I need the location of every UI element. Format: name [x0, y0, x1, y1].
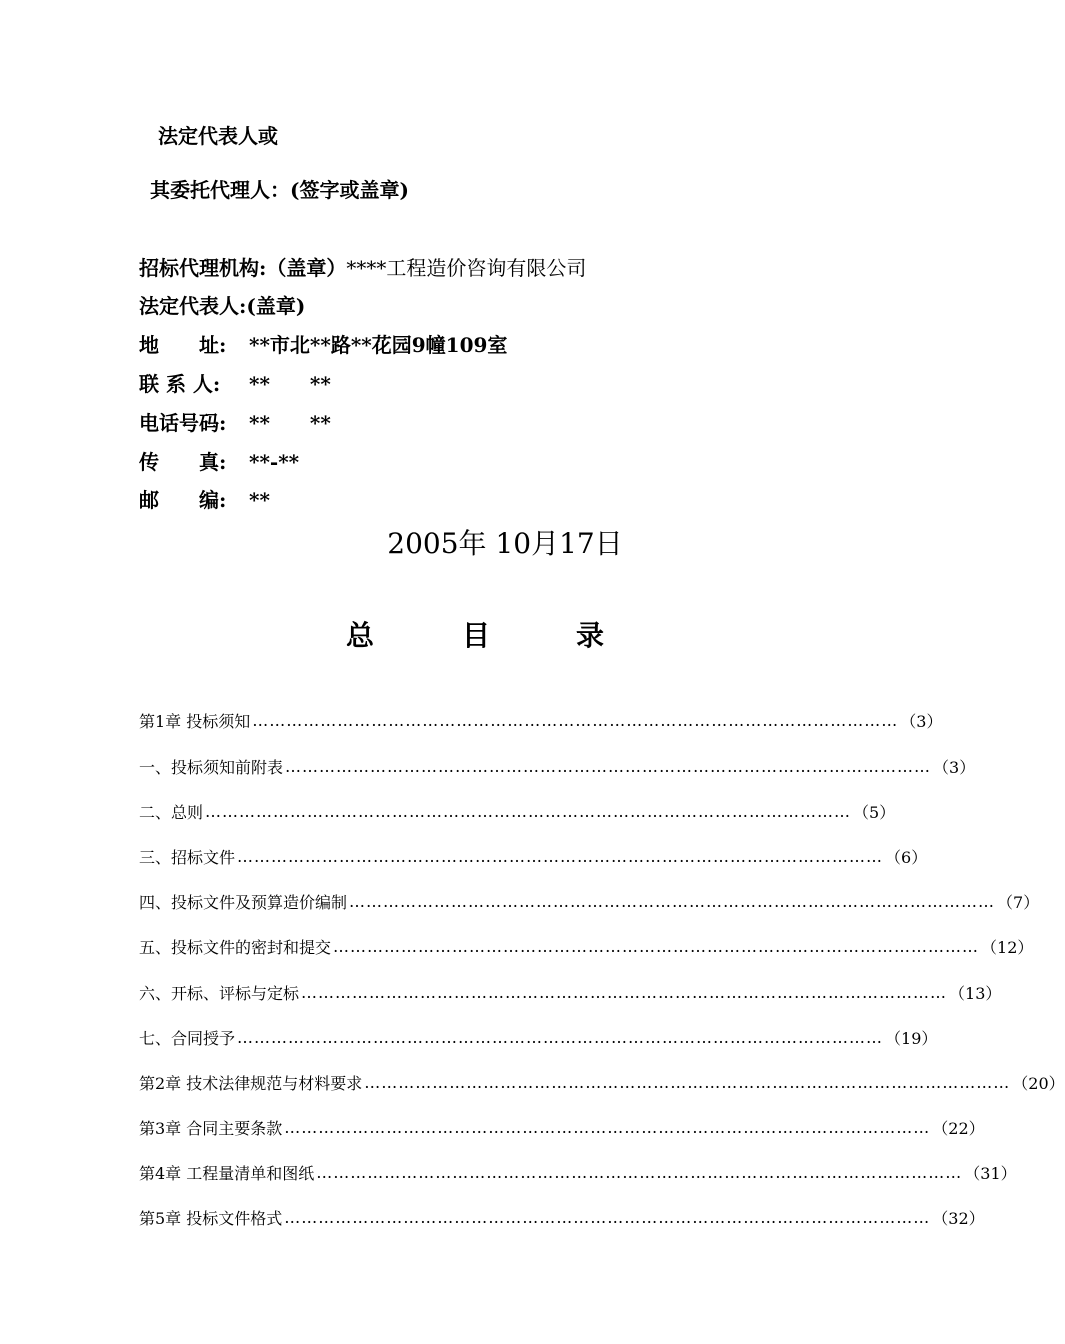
- toc-entry-page: （7）: [997, 892, 1040, 912]
- toc-leader: ……………………………………………………………………………………………………: [301, 982, 948, 1002]
- toc-entry[interactable]: [139, 934, 1034, 958]
- info-label: 法定代表人:: [139, 294, 247, 318]
- toc-entry[interactable]: [139, 889, 1040, 913]
- toc-entry-page: （22）: [932, 1118, 985, 1138]
- info-label: 电话号码:: [139, 411, 227, 435]
- toc-entry[interactable]: [139, 1070, 1065, 1094]
- toc-leader: ……………………………………………………………………………………………………: [237, 846, 884, 866]
- toc-entry[interactable]: [139, 1205, 985, 1229]
- toc-entry-title: 第5章 投标文件格式: [139, 1208, 283, 1228]
- agency-label: 招标代理机构:（盖章）: [139, 256, 347, 280]
- info-value: **: [249, 488, 270, 512]
- toc-leader: ……………………………………………………………………………………………………: [205, 801, 852, 821]
- info-value: ** **: [249, 411, 331, 435]
- toc-entry-page: （19）: [885, 1028, 938, 1048]
- toc-leader: ……………………………………………………………………………………………………: [284, 1117, 931, 1137]
- info-label: 联 系 人:: [139, 372, 221, 396]
- toc-leader: ……………………………………………………………………………………………………: [349, 891, 996, 911]
- toc-leader: ……………………………………………………………………………………………………: [285, 756, 932, 776]
- toc-entry-page: （5）: [853, 802, 896, 822]
- agency-value: ****工程造价咨询有限公司: [346, 256, 587, 280]
- toc-leader: ……………………………………………………………………………………………………: [333, 936, 980, 956]
- toc-entry-title: 六、开标、评标与定标: [139, 983, 300, 1003]
- toc-entry-page: （32）: [932, 1208, 985, 1228]
- info-row-postcode: [139, 484, 270, 513]
- info-value: **市北**路**花园9幢109室: [249, 333, 508, 357]
- info-row-contact: [139, 368, 331, 397]
- toc-entry-title: 一、投标须知前附表: [139, 757, 284, 777]
- toc-title-char-3: 录: [576, 619, 605, 652]
- toc-leader: ……………………………………………………………………………………………………: [237, 1027, 884, 1047]
- toc-entry-title: 七、合同授予: [139, 1028, 236, 1048]
- toc-entry-page: （31）: [964, 1163, 1017, 1183]
- info-row-phone: [139, 407, 331, 436]
- toc-entry-title: 四、投标文件及预算造价编制: [139, 892, 348, 912]
- toc-entry-title: 三、招标文件: [139, 847, 236, 867]
- toc-entry-title: 二、总则: [139, 802, 204, 822]
- toc-entry-page: （13）: [949, 983, 1002, 1003]
- toc-entry-page: （20）: [1012, 1073, 1065, 1093]
- toc-entry[interactable]: [139, 1160, 1017, 1184]
- info-row-address: [139, 329, 507, 358]
- toc-entry-page: （12）: [981, 937, 1034, 957]
- toc-title-char-2: 目: [462, 619, 491, 652]
- toc-entry[interactable]: [139, 754, 976, 778]
- toc-entry[interactable]: [139, 799, 896, 823]
- toc-entry-page: （3）: [900, 711, 943, 731]
- info-row-legal-rep: [139, 290, 305, 319]
- signature-line-2: 其委托代理人：(签字或盖章): [150, 178, 409, 202]
- toc-entry-page: （3）: [933, 757, 976, 777]
- toc-entry-title: 第4章 工程量清单和图纸: [139, 1163, 315, 1183]
- toc-leader: ……………………………………………………………………………………………………: [364, 1072, 1011, 1092]
- info-value: **-**: [249, 450, 300, 474]
- toc-entry-title: 第2章 技术法律规范与材料要求: [139, 1073, 363, 1093]
- toc-leader: ……………………………………………………………………………………………………: [284, 1207, 931, 1227]
- info-value: ** **: [249, 372, 331, 396]
- document-date: 2005年 10月17日: [387, 527, 623, 560]
- toc-entry[interactable]: [139, 1025, 938, 1049]
- info-label: 邮 编:: [139, 488, 227, 512]
- toc-entry-title: 第1章 投标须知: [139, 711, 251, 731]
- toc-entry[interactable]: [139, 844, 928, 868]
- toc-entry-title: 第3章 合同主要条款: [139, 1118, 283, 1138]
- toc-leader: ……………………………………………………………………………………………………: [252, 710, 899, 730]
- toc-title-char-1: 总: [346, 619, 375, 652]
- toc-entry[interactable]: [139, 708, 943, 732]
- info-row-fax: [139, 446, 299, 475]
- agency-row: [139, 252, 586, 281]
- toc-entry[interactable]: [139, 980, 1002, 1004]
- info-label: 地 址:: [139, 333, 227, 357]
- toc-entry-page: （6）: [885, 847, 928, 867]
- toc-entry[interactable]: [139, 1115, 985, 1139]
- signature-line-1: 法定代表人或: [158, 124, 278, 148]
- info-label: 传 真:: [139, 450, 227, 474]
- toc-leader: ……………………………………………………………………………………………………: [316, 1162, 963, 1182]
- toc-entry-title: 五、投标文件的密封和提交: [139, 937, 332, 957]
- info-value: (盖章): [246, 294, 306, 318]
